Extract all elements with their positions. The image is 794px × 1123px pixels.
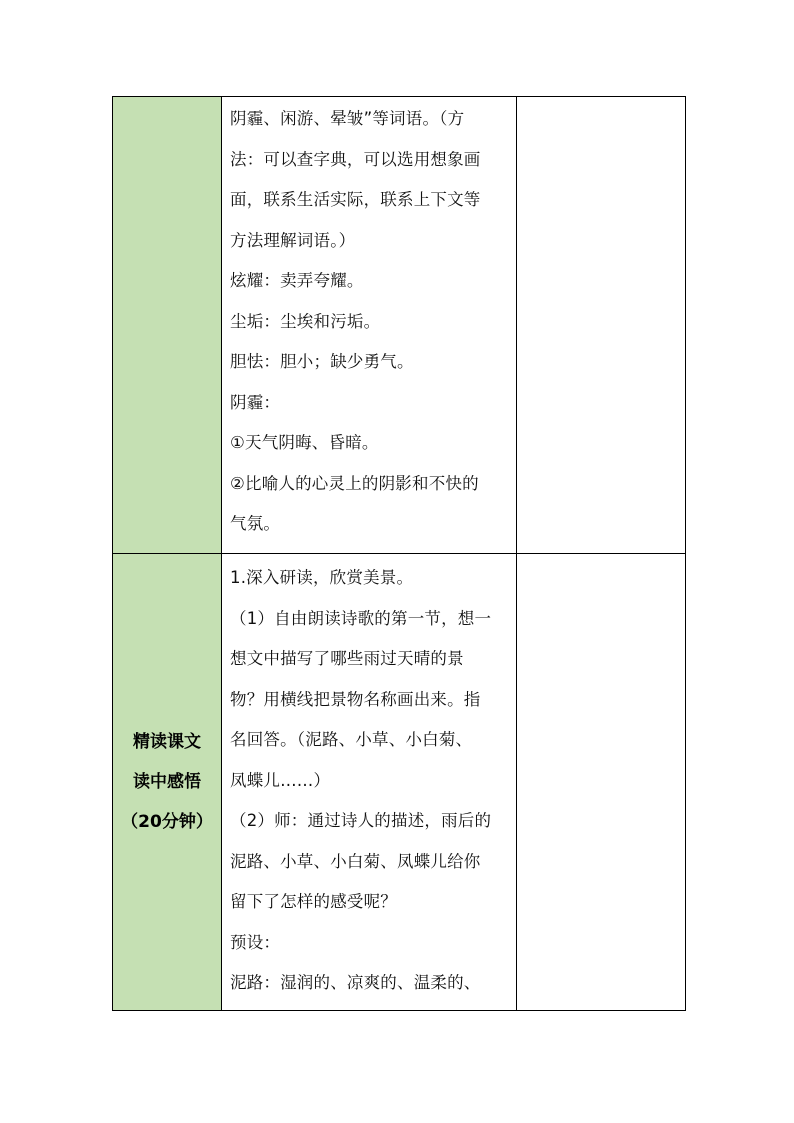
stage-label-cell — [113, 97, 222, 554]
text-line: ①天气阴晦、昏暗。 — [230, 433, 379, 452]
text-line: （1）自由朗读诗歌的第一节，想一 — [230, 608, 492, 628]
text-line: 胆怯：胆小；缺少勇气。 — [230, 352, 414, 371]
text-line: 炫耀：卖弄夸耀。 — [230, 271, 364, 290]
text-line: ②比喻人的心灵上的阴影和不快的 — [230, 473, 479, 493]
text-line: 面，联系生活实际，联系上下文等 — [230, 190, 481, 209]
text-line: 凤蝶儿……） — [230, 770, 331, 790]
stage-label-line: 精读课文 — [133, 732, 201, 752]
table-row — [113, 97, 686, 554]
text-line: 留下了怎样的感受呢？ — [230, 892, 397, 911]
text-line: 法：可以查字典，可以选用想象画 — [230, 149, 481, 169]
text-line: 1.深入研读，欣赏美景。 — [230, 568, 414, 587]
text-line: （2）师：通过诗人的描述，雨后的 — [230, 811, 492, 830]
text-line: 方法理解词语。） — [230, 230, 356, 250]
text-line: 阴霾、闲游、晕皱”等词语。（方 — [230, 109, 465, 128]
text-line: 名回答。（泥路、小草、小白菊、 — [230, 730, 473, 749]
stage-label-line: 读中感悟 — [133, 772, 201, 792]
lesson-plan-table — [112, 96, 686, 1011]
table-row — [113, 554, 686, 1011]
stage-label — [113, 722, 221, 842]
notes-cell — [517, 97, 686, 554]
activity-cell — [222, 97, 517, 554]
activity-content — [222, 554, 516, 1004]
activity-cell — [222, 554, 517, 1011]
stage-label-line: （20分钟） — [121, 812, 213, 832]
notes-cell — [517, 554, 686, 1011]
text-line: 预设： — [230, 932, 281, 952]
text-line: 泥路：湿润的、凉爽的、温柔的、 — [230, 973, 481, 992]
stage-label-cell — [113, 554, 222, 1011]
text-line: 阴霾： — [230, 392, 281, 412]
text-line: 气氛。 — [230, 514, 281, 533]
text-line: 尘垢：尘埃和污垢。 — [230, 311, 381, 331]
text-line: 物？用横线把景物名称画出来。指 — [230, 689, 481, 709]
text-line: 想文中描写了哪些雨过天晴的景 — [230, 649, 464, 668]
text-line: 泥路、小草、小白菊、凤蝶儿给你 — [230, 851, 481, 871]
activity-content — [222, 97, 516, 545]
